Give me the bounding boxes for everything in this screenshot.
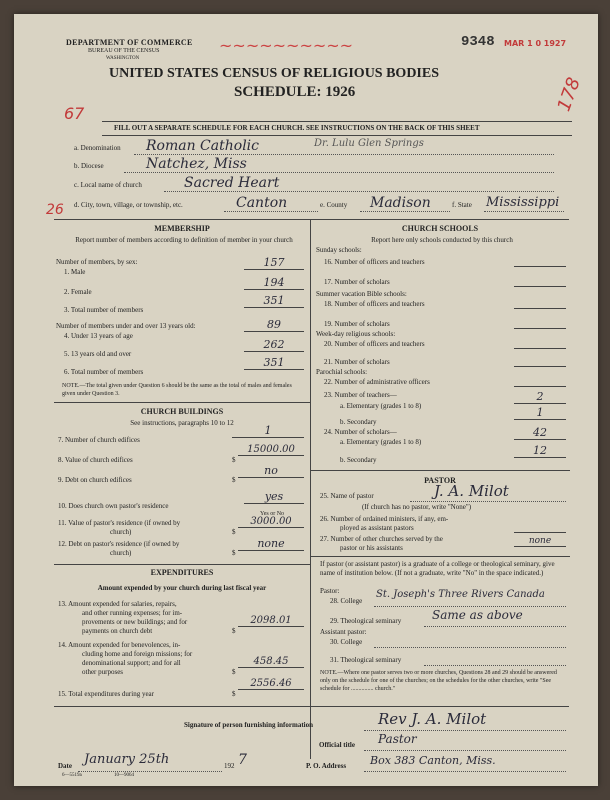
q16-label: 16. Number of officers and teachers (324, 258, 425, 266)
q6-value: 351 (244, 356, 304, 370)
q24a-value: 42 (514, 426, 566, 440)
q24a-label: a. Elementary (grades 1 to 8) (340, 438, 422, 446)
q28-label: 28. College (330, 597, 363, 605)
parochial-label: Parochial schools: (316, 368, 368, 376)
po-address-value: Box 383 Canton, Miss. (370, 754, 496, 767)
date-value: January 25th (84, 752, 170, 767)
expenditures-intro: Amount expended by your church during last fiscal year (97, 584, 267, 592)
form-code: 6—5519a (62, 773, 82, 778)
local-church-label: c. Local name of church (74, 181, 142, 189)
po-address-label: P. O. Address (306, 762, 347, 770)
q9-value: no (238, 464, 304, 478)
local-church-value: Sacred Heart (184, 175, 280, 191)
county-label: e. County (320, 201, 348, 209)
q18-label: 18. Number of officers and teachers (324, 300, 425, 308)
signature-value: Rev J. A. Milot (378, 710, 487, 728)
q27-value: none (514, 536, 566, 547)
q11-value: 3000.00 (238, 516, 304, 528)
q23b-value: 1 (514, 406, 566, 420)
q25-value: J. A. Milot (434, 482, 509, 500)
q2-label: 2. Female (64, 288, 92, 296)
margin-number: 26 (46, 202, 64, 218)
buildings-sub: See instructions, paragraphs 10 to 12 (130, 419, 234, 427)
schedule-title: SCHEDULE: 1926 (234, 84, 356, 100)
q23-label: 23. Number of teachers— (324, 391, 397, 399)
pastor-title: PASTOR (424, 476, 456, 485)
q12-value: none (238, 537, 304, 551)
yes-no-hint: Yes or No (260, 511, 285, 517)
q27-label: 27. Number of other churches served by the (320, 535, 443, 543)
q8-label: 8. Value of church edifices (58, 456, 133, 464)
q13-label-2: and other running expenses; for im- (82, 609, 183, 617)
margin-mark-left: 67 (64, 104, 85, 123)
q10-value: yes (244, 490, 304, 504)
q1-label: 1. Male (64, 268, 86, 276)
q26-label: 26. Number of ordained ministers, if any, em- (320, 515, 449, 523)
received-stamp-date: MAR 1 0 1927 (504, 39, 567, 48)
q30-label: 30. College (330, 638, 363, 646)
q29-value: Same as above (432, 608, 523, 622)
city-value: Canton (236, 195, 288, 211)
year-suffix: 7 (238, 752, 247, 768)
q12-label-cont: church) (110, 549, 132, 557)
q13-value: 2098.01 (238, 615, 304, 627)
q15-value: 2556.46 (238, 678, 304, 690)
q5-value: 262 (244, 338, 304, 352)
q12-label: 12. Debt on pastor's residence (if owned by (58, 540, 180, 548)
q10-label: 10. Does church own pastor's residence (58, 502, 169, 510)
membership-title: MEMBERSHIP (154, 224, 210, 233)
pastor-sub-label: Pastor: (320, 587, 340, 595)
sunday-label: Sunday schools: (316, 246, 362, 254)
official-title-label: Official title (319, 741, 355, 749)
dollar-sign: $ (232, 627, 236, 635)
q11-label-cont: church) (110, 528, 132, 536)
membership-intro: Report number of members according to definition of member in your church (75, 236, 293, 244)
diocese-label: b. Diocese (74, 162, 104, 170)
q24b-value: 12 (514, 444, 566, 458)
q2-value: 194 (244, 276, 304, 290)
q14-label-4: other purposes (82, 668, 124, 676)
buildings-title: CHURCH BUILDINGS (140, 407, 224, 416)
department-label: DEPARTMENT OF COMMERCE (66, 38, 193, 47)
q7-label: 7. Number of church edifices (58, 436, 140, 444)
q24-label: 24. Number of scholars— (324, 428, 397, 436)
bureau-label: BUREAU OF THE CENSUS (88, 48, 160, 54)
state-label: f. State (452, 201, 472, 209)
q14-label: 14. Amount expended for benevolences, in- (58, 641, 181, 649)
q17-label: 17. Number of scholars (324, 278, 390, 286)
dollar-sign: $ (232, 549, 236, 557)
denomination-label: a. Denomination (74, 144, 121, 152)
column-divider (310, 219, 311, 759)
dollar-sign: $ (232, 690, 236, 698)
membership-note: NOTE.—The total given under Question 6 should be the same as the total of males and females given under Question 3. (62, 383, 292, 397)
denomination-value: Roman Catholic (146, 138, 259, 154)
q20-label: 20. Number of officers and teachers (324, 340, 425, 348)
q24b-label: b. Secondary (340, 456, 377, 464)
q14-label-2: cluding home and foreign missions; for (82, 650, 193, 658)
q11-label: 11. Value of pastor's residence (if owned by (58, 519, 181, 527)
by-sex-label: Number of members, by sex: (56, 258, 138, 266)
q8-value: 15000.00 (238, 444, 304, 456)
form-title: UNITED STATES CENSUS OF RELIGIOUS BODIES (109, 66, 440, 81)
q25-note: (If church has no pastor, write "None") (362, 503, 472, 511)
form-code-2: 10—9064 (114, 773, 134, 778)
dollar-sign: $ (232, 668, 236, 676)
diocese-value: Natchez, Miss (146, 156, 247, 172)
margin-mark-right: 178 (553, 74, 585, 115)
age-intro: Number of members under and over 13 years old: (56, 322, 196, 330)
county-value: Madison (370, 195, 431, 211)
q29-label: 29. Theological seminary (330, 617, 402, 625)
graduate-note: If pastor (or assistant pastor) is a graduate of a college or theological seminary, give name of institution below. (If not a graduate, write "No" in the space indicated.) (320, 560, 555, 577)
q9-label: 9. Debt on church edifices (58, 476, 132, 484)
form-number: 9348 (461, 34, 495, 50)
q27-label-cont: pastor or his assistants (340, 544, 403, 552)
q25-label: 25. Name of pastor (320, 492, 374, 500)
census-schedule-sheet (14, 14, 598, 786)
denomination-note: Dr. Lulu Glen Springs (314, 138, 424, 149)
q3-value: 351 (244, 294, 304, 308)
dollar-sign: $ (232, 456, 236, 464)
q31-label: 31. Theological seminary (330, 656, 402, 664)
instruction-line: FILL OUT A SEPARATE SCHEDULE FOR EACH CHURCH. SEE INSTRUCTIONS ON THE BACK OF THIS SHEET (114, 124, 480, 132)
city-label: WASHINGTON (106, 56, 140, 61)
q23b-label: b. Secondary (340, 418, 377, 426)
q19-label: 19. Number of scholars (324, 320, 390, 328)
date-label: Date (58, 762, 72, 770)
q28-value: St. Joseph's Three Rivers Canada (376, 589, 545, 600)
q3-label: 3. Total number of members (64, 306, 144, 314)
q4-value: 89 (244, 318, 304, 332)
year-prefix: 192 (224, 762, 235, 770)
q7-value: 1 (232, 424, 304, 438)
pastor-note: NOTE.—Where one pastor serves two or more churches, Questions 28 and 29 should be answered only on the schedule for one of the churches; on the schedules for the other churches, write "See schedule for ............... church." (320, 670, 557, 692)
dollar-sign: $ (232, 528, 236, 536)
expenditures-title: EXPENDITURES (150, 568, 214, 577)
q6-label: 6. Total number of members (64, 368, 144, 376)
q14-value: 458.45 (238, 656, 304, 668)
q23a-label: a. Elementary (grades 1 to 8) (340, 402, 422, 410)
signature-label: Signature of person furnishing information (184, 721, 313, 729)
q23a-value: 2 (514, 390, 566, 404)
q1-value: 157 (244, 256, 304, 270)
q15-label: 15. Total expenditures during year (58, 690, 154, 698)
official-title-value: Pastor (378, 732, 417, 746)
q13-label-3: provements or new buildings; and for (82, 618, 188, 626)
city-field-label: d. City, town, village, or township, etc. (74, 201, 183, 209)
q14-label-3: denominational support; and for all (82, 659, 181, 667)
weekday-label: Week-day religious schools: (316, 330, 396, 338)
red-scribble-mark: ~~~~~~~~~~ (219, 36, 354, 55)
q22-label: 22. Number of administrative officers (324, 378, 430, 386)
q13-label: 13. Amount expended for salaries, repairs, (58, 600, 177, 608)
assistant-pastor-label: Assistant pastor: (320, 628, 367, 636)
dollar-sign: $ (232, 476, 236, 484)
q26-label-cont: ployed as assistant pastors (340, 524, 414, 532)
q13-label-4: payments on church debt (82, 627, 153, 635)
summer-label: Summer vacation Bible schools: (316, 290, 407, 298)
state-value: Mississippi (486, 195, 560, 210)
schools-intro: Report here only schools conducted by this church (371, 236, 513, 244)
q21-label: 21. Number of scholars (324, 358, 390, 366)
q4-label: 4. Under 13 years of age (64, 332, 133, 340)
q5-label: 5. 13 years old and over (64, 350, 132, 358)
schools-title: CHURCH SCHOOLS (401, 224, 479, 233)
